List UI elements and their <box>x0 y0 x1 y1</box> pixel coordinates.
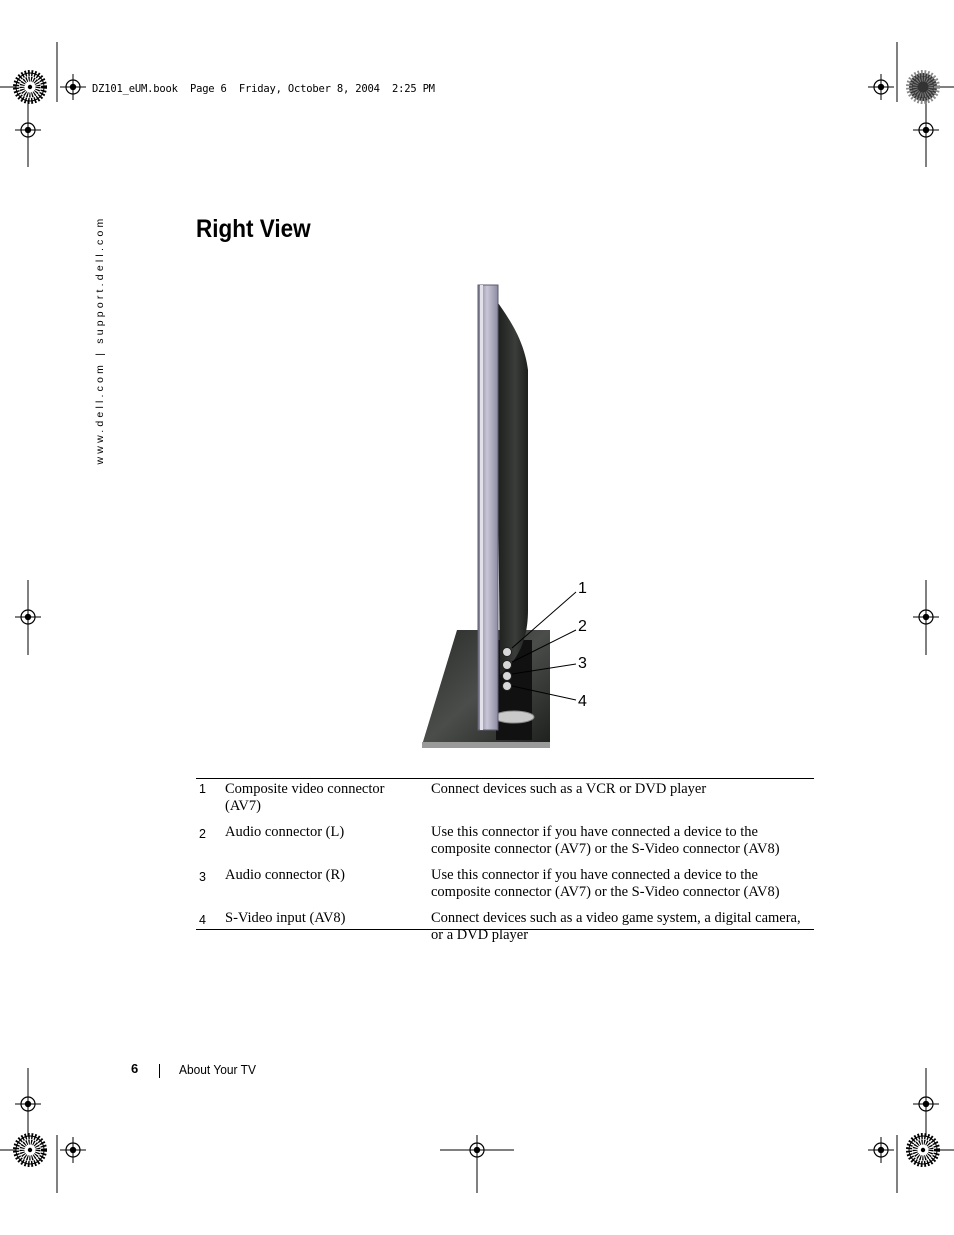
callout-4: 4 <box>578 693 587 710</box>
footer-divider <box>159 1064 160 1078</box>
table-row <box>196 865 814 908</box>
legend-description: Use this connector if you have connected a device to the composite connector (AV7) or the S-Video connector (AV8) <box>431 867 780 900</box>
legend-name: S-Video input (AV8) <box>225 910 346 926</box>
side-url: www.dell.com | support.dell.com <box>94 215 106 465</box>
legend-name: Composite video connector (AV7) <box>225 781 385 814</box>
callout-1: 1 <box>578 580 587 597</box>
callout-2: 2 <box>578 618 587 635</box>
legend-number: 2 <box>199 827 206 841</box>
page-number: 6 <box>131 1061 139 1076</box>
table-row <box>196 778 814 822</box>
legend-description: Use this connector if you have connected a device to the composite connector (AV7) or the S-Video connector (AV8) <box>431 824 780 857</box>
table-row <box>196 822 814 865</box>
legend-name: Audio connector (R) <box>225 867 345 883</box>
legend-number: 4 <box>199 913 206 927</box>
footer-section-title: About Your TV <box>179 1062 256 1077</box>
legend-description: Connect devices such as a video game system, a digital camera, or a DVD player <box>431 910 801 943</box>
legend-number: 1 <box>199 782 206 796</box>
print-header: DZ101_eUM.book Page 6 Friday, October 8, 2004 2:25 PM <box>92 83 435 95</box>
tv-right-view-illustration <box>400 280 620 750</box>
table-bottom-rule <box>196 929 814 930</box>
callout-3: 3 <box>578 655 587 672</box>
connector-legend-table <box>196 778 814 951</box>
page-title: Right View <box>196 215 311 243</box>
legend-name: Audio connector (L) <box>225 824 345 840</box>
legend-description: Connect devices such as a VCR or DVD player <box>431 781 707 797</box>
legend-number: 3 <box>199 870 206 884</box>
